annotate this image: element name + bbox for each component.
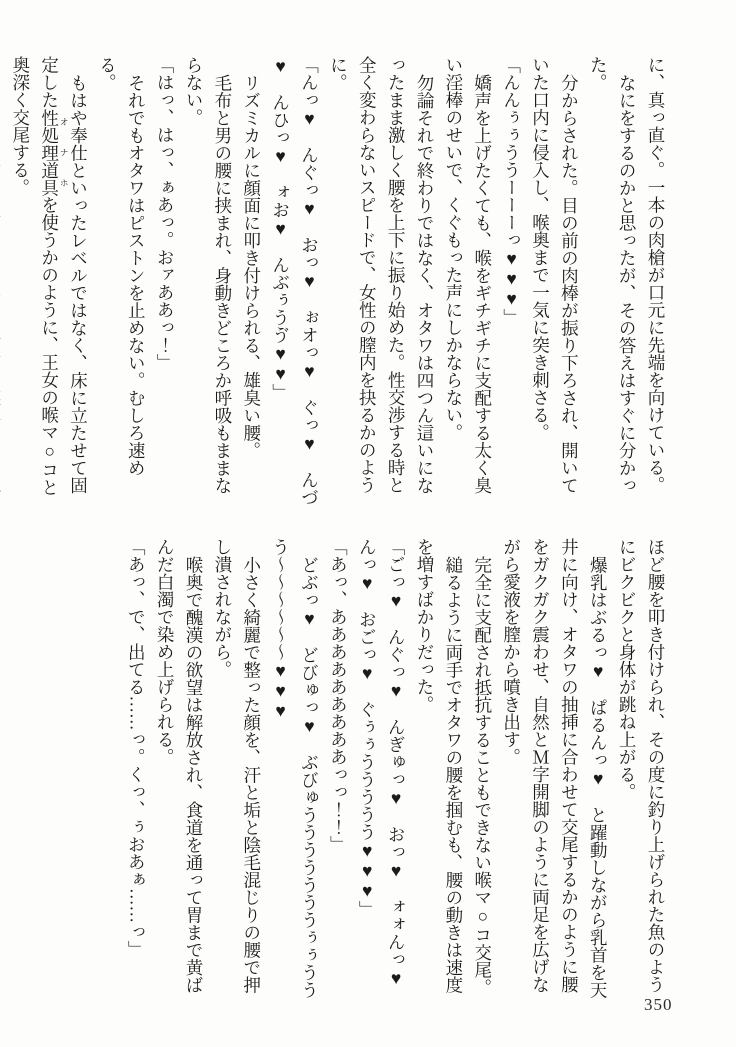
paragraph: 「はっ、はっ、ぁあっ。おァああっ！」 [155, 56, 176, 371]
paragraph: 縋るように両手でオタワの腰を掴むも、腰の動きは速度を増すばかりだった。 [415, 538, 464, 993]
paragraph: 分からされた。目の前の肉棒が振り下ろされ、開いていた口内に侵入し、喉奥まで一気に突き刺さる。 [530, 56, 580, 494]
text-block-lower [40, 538, 670, 1006]
page-number: 350 [644, 995, 673, 1014]
paragraph [0, 56, 6, 508]
paragraph: に、真っ直ぐ。一本の肉槍が口元に先端を向けている。 [646, 56, 666, 494]
paragraph: なにをするのかと思ったが、その答えはすぐに分かった。 [588, 56, 638, 494]
paragraph: 「んんぅぅううーーーっ♥♥♥」 [501, 56, 522, 326]
paragraph: リズミカルに顔面に叩き付けられる、雄臭い腰。 [241, 73, 262, 459]
paragraph: 嬌声を上げたくても、喉をギチギチに支配する太く臭い淫棒のせいで、くぐもった声にしかならない。 [443, 56, 493, 494]
paragraph: もはや奉仕といったレベルではなく、床に立たせて固定した性処理道具 オナホを使うかのように、王女の喉マ○コと奥深く交尾する。 [10, 56, 89, 496]
paragraph: 小さく綺麗で整った顔を、汗と垢と陰毛混じりの腰で押し潰されながら。 [212, 538, 262, 993]
paragraph: 爆乳はぶるっ♥ ぱるんっ♥ と躍動しながら乳首を天井に向け、オタワの抽挿に合わせて交尾するかのように腰をガクガク震わせ、自然とＭ字開脚のように両足を広げながら愛液を膣から噴き出す。 [501, 538, 609, 998]
paragraph: ほど腰を叩き付けられ、その度に釣り上げられた魚のようにビクビクと身体が跳ね上がる。 [617, 538, 666, 993]
paragraph: 「あっ、あああああああああっっ！！」 [328, 538, 349, 853]
text-block-upper [10, 56, 670, 508]
ruby-annotated-word: 性処理道具 オナホ [39, 108, 69, 196]
paragraph: 「んっ♥ んぐっ♥ おっ♥ ぉオっ♥ ぐっ♥ んづ♥ んひっ♥ ォお♥ んぶぅうゔ♥♥」 [270, 56, 320, 506]
paragraph: 完全に支配され抵抗することもできない喉マ○コ交尾。 [472, 555, 493, 996]
paragraph: 「あっ、で、出てる……っ。くっ、ぅおあぁ……っ」 [126, 538, 147, 958]
paragraph: 「ごっ♥ んぐっ♥ んぎゅっ♥ おっ♥ ォォんっ♥ んっ♥ おごっ♥ ぐぅぅううううう♥♥♥」 [357, 538, 407, 1006]
paragraph: 勿論それで終わりではなく、オタワは四つん這いになったまま激しく腰を上下に振り始めた。性交渉する時と全く変わらないスピードで、女性の膣内を抉るかのように。 [328, 56, 435, 494]
paragraph: どぶっ♥ どびゅっ♥ ぶびゅうううううううぅぅううう〜〜〜〜〜〜♥♥♥ [270, 538, 320, 998]
paragraph: それでもオタワはピストンを止めない。むしろ速める。 [97, 56, 147, 476]
paragraph: 毛布と男の腰に挟まれ、身動きどころか呼吸もままならない。 [184, 56, 233, 494]
paragraph: 喉奥で醜漢の欲望は解放され、食道を通って胃まで黄ばんだ白濁で染め上げられる。 [155, 538, 204, 993]
